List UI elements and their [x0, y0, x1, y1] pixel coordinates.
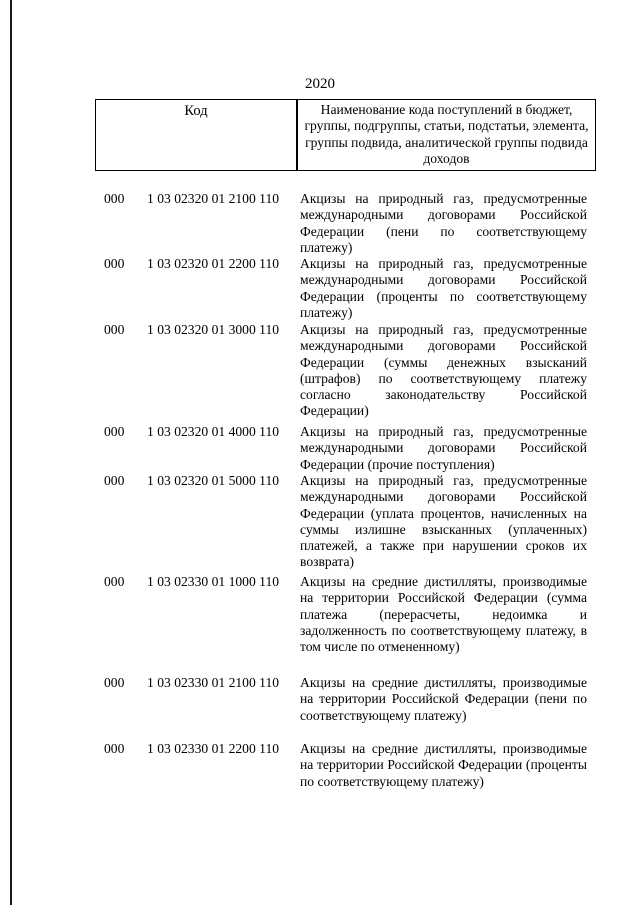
- revenue-code: 1 03 02320 01 2200 110: [147, 256, 280, 271]
- admin-code: 000: [104, 675, 125, 690]
- revenue-description: Акцизы на природный газ, предусмотренные международными договорами Российской Федерации (уплата процентов, начисленных на суммы излишне взысканных (уплаченных) платежей, а также при нарушении сроков их возврата): [300, 473, 587, 570]
- admin-code: 000: [104, 473, 125, 488]
- header-code-label: Код: [184, 103, 208, 119]
- admin-code: 000: [104, 256, 125, 271]
- revenue-code: 1 03 02320 01 4000 110: [147, 424, 280, 439]
- revenue-description: Акцизы на средние дистилляты, производимые на территории Российской Федерации (сумма платежа (перерасчеты, недоимка и задолженность по соответствующему платежу, в том числе по отмененному): [300, 574, 587, 655]
- revenue-code: 1 03 02330 01 2100 110: [147, 675, 280, 690]
- revenue-code: 1 03 02330 01 2200 110: [147, 741, 280, 756]
- admin-code: 000: [104, 574, 125, 589]
- table-header: [95, 99, 596, 171]
- header-name-label: Наименование кода поступлений в бюджет, группы, подгруппы, статьи, подстатьи, элемента, группы подвида, аналитической группы подвида доходов: [304, 102, 589, 166]
- revenue-code: 1 03 02320 01 5000 110: [147, 473, 280, 488]
- page-edge-line: [10, 0, 12, 905]
- revenue-code: 1 03 02320 01 2100 110: [147, 191, 280, 206]
- revenue-description: Акцизы на природный газ, предусмотренные международными договорами Российской Федерации (пени по соответствующему платежу): [300, 191, 587, 255]
- revenue-description: Акцизы на природный газ, предусмотренные международными договорами Российской Федерации (суммы денежных взысканий (штрафов) по соответствующему платежу согласно законодательству Российской Федерации): [300, 322, 587, 419]
- admin-code: 000: [104, 322, 125, 337]
- revenue-code: 1 03 02330 01 1000 110: [147, 574, 280, 589]
- revenue-description: Акцизы на природный газ, предусмотренные международными договорами Российской Федерации (проценты по соответствующему платежу): [300, 256, 587, 320]
- revenue-description: Акцизы на природный газ, предусмотренные международными договорами Российской Федерации (прочие поступления): [300, 424, 587, 472]
- admin-code: 000: [104, 424, 125, 439]
- revenue-description: Акцизы на средние дистилляты, производимые на территории Российской Федерации (проценты по соответствующему платежу): [300, 741, 587, 789]
- revenue-code: 1 03 02320 01 3000 110: [147, 322, 280, 337]
- admin-code: 000: [104, 741, 125, 756]
- revenue-description: Акцизы на средние дистилляты, производимые на территории Российской Федерации (пени по соответствующему платежу): [300, 675, 587, 723]
- page-number: 2020: [305, 76, 335, 92]
- admin-code: 000: [104, 191, 125, 206]
